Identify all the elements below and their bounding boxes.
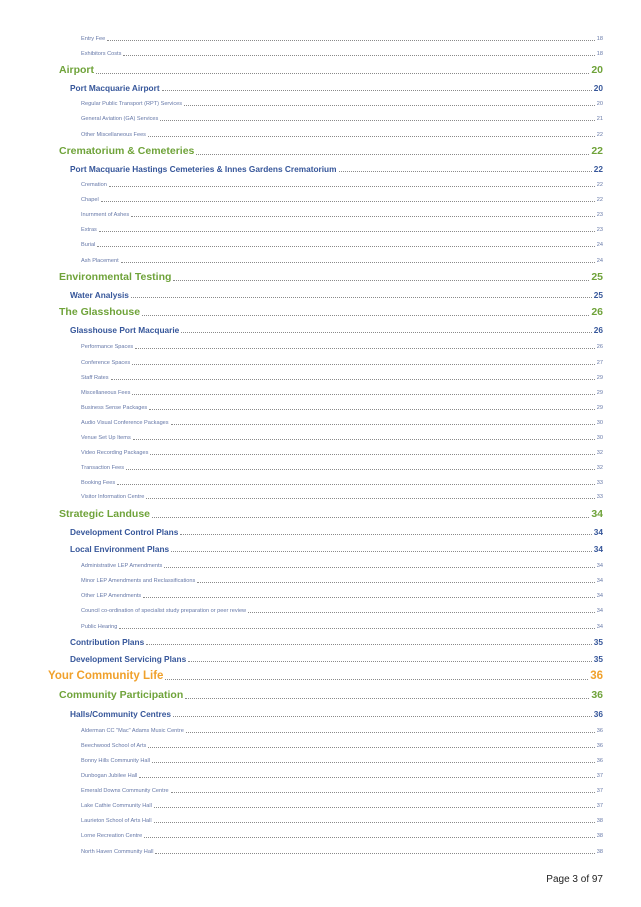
toc-entry-page: 36 (591, 688, 603, 701)
toc-entry-page: 34 (591, 507, 603, 520)
toc-entry-title: Inurnment of Ashes (81, 211, 130, 218)
toc-entry-title: Strategic Landuse (59, 507, 151, 520)
toc-dot-leader (119, 628, 594, 629)
toc-dot-leader (173, 280, 589, 281)
toc-dot-leader (144, 837, 595, 838)
toc-dot-leader (155, 853, 594, 854)
toc-entry-page: 33 (596, 479, 603, 486)
toc-entry[interactable] (81, 197, 603, 203)
toc-entry[interactable] (81, 132, 603, 138)
toc-entry-title: Miscellaneous Fees (81, 389, 131, 396)
toc-entry-title: Your Community Life (48, 669, 164, 682)
toc-entry[interactable] (81, 494, 603, 500)
toc-entry-title: Business Sense Packages (81, 404, 148, 411)
toc-dot-leader (148, 747, 594, 748)
toc-dot-leader (152, 762, 595, 763)
toc-dot-leader (181, 332, 591, 333)
toc-entry-title: General Aviation (GA) Services (81, 115, 159, 122)
toc-entry-title: Port Macquarie Hastings Cemeteries & Innes Gardens Crematorium (70, 164, 337, 175)
toc-entry-title: Lorne Recreation Centre (81, 832, 143, 839)
toc-dot-leader (121, 262, 595, 263)
toc-dot-leader (133, 439, 595, 440)
toc-dot-leader (111, 379, 595, 380)
toc-entry-page: 34 (596, 577, 603, 584)
toc-entry-title: Performance Spaces (81, 343, 134, 350)
toc-entry-page: 26 (591, 305, 603, 318)
toc-entry-page: 30 (596, 419, 603, 426)
toc-dot-leader (117, 484, 595, 485)
toc-entry[interactable] (81, 212, 603, 218)
toc-entry[interactable] (59, 306, 603, 318)
toc-entry-title: Local Environment Plans (70, 544, 170, 555)
toc-entry[interactable] (70, 544, 603, 554)
toc-dot-leader (146, 644, 592, 645)
toc-entry-page: 29 (596, 374, 603, 381)
toc-entry-page: 22 (591, 144, 603, 157)
toc-entry[interactable] (81, 578, 603, 584)
toc-dot-leader (164, 567, 594, 568)
toc-entry[interactable] (81, 242, 603, 248)
toc-dot-leader (150, 454, 594, 455)
toc-dot-leader (107, 40, 595, 41)
toc-entry[interactable] (81, 480, 603, 486)
toc-entry[interactable] (59, 271, 603, 283)
toc-entry-page: 34 (593, 544, 603, 555)
toc-dot-leader (149, 409, 595, 410)
toc-entry-page: 38 (596, 817, 603, 824)
toc-entry-title: Alderman CC "Mac" Adams Music Centre (81, 727, 184, 734)
toc-entry[interactable] (81, 360, 603, 366)
toc-entry[interactable] (70, 164, 603, 174)
toc-entry-title: Lake Cathie Community Hall (81, 802, 152, 809)
toc-entry-page: 23 (596, 211, 603, 218)
toc-entry-title: Audio Visual Conference Packages (81, 419, 169, 426)
toc-dot-leader (185, 698, 589, 699)
toc-entry-page: 37 (596, 772, 603, 779)
toc-entry-title: Staff Rates (81, 374, 109, 381)
toc-entry-title: Emerald Downs Community Centre (81, 787, 169, 794)
toc-dot-leader (165, 679, 588, 680)
toc-entry-title: Community Participation (59, 688, 184, 701)
toc-entry-title: Laurieton School of Arts Hall (81, 817, 152, 824)
toc-dot-leader (162, 90, 592, 91)
toc-entry-page: 34 (596, 607, 603, 614)
toc-entry-page: 36 (596, 727, 603, 734)
toc-entry[interactable] (48, 670, 603, 682)
toc-dot-leader (132, 364, 595, 365)
toc-entry-title: Administrative LEP Amendments (81, 562, 163, 569)
toc-dot-leader (123, 55, 594, 56)
toc-entry-page: 20 (596, 100, 603, 107)
toc-entry[interactable] (81, 182, 603, 188)
toc-dot-leader (154, 807, 595, 808)
toc-entry-title: Water Analysis (70, 290, 129, 301)
toc-entry[interactable] (81, 563, 603, 569)
toc-dot-leader (173, 716, 592, 717)
toc-entry-page: 32 (596, 449, 603, 456)
toc-entry-title: Bonny Hills Community Hall (81, 757, 151, 764)
toc-entry-title: Crematorium & Cemeteries (59, 144, 195, 157)
toc-entry[interactable] (81, 465, 603, 471)
toc-dot-leader (152, 517, 589, 518)
toc-entry-title: Regular Public Transport (RPT) Services (81, 100, 183, 107)
toc-entry-page: 36 (590, 669, 603, 682)
toc-entry-title: Glasshouse Port Macquarie (70, 325, 180, 336)
toc-dot-leader (184, 105, 595, 106)
toc-entry-title: Minor LEP Amendments and Reclassifications (81, 577, 196, 584)
toc-entry[interactable] (81, 849, 603, 855)
toc-dot-leader (188, 661, 592, 662)
toc-entry[interactable] (81, 36, 603, 42)
toc-dot-leader (139, 777, 594, 778)
toc-entry-title: Halls/Community Centres (70, 709, 171, 720)
toc-entry-title: Environmental Testing (59, 270, 172, 283)
toc-entry-page: 35 (593, 654, 603, 665)
toc-entry[interactable] (81, 227, 603, 233)
toc-dot-leader (146, 498, 594, 499)
toc-entry[interactable] (70, 290, 603, 300)
toc-entry-title: Airport (59, 63, 94, 76)
toc-entry[interactable] (81, 344, 603, 350)
toc-entry-page: 21 (596, 115, 603, 122)
toc-dot-leader (109, 186, 595, 187)
toc-entry-page: 24 (596, 257, 603, 264)
toc-entry-page: 32 (596, 464, 603, 471)
toc-entry[interactable] (81, 773, 603, 779)
toc-entry-page: 20 (593, 83, 603, 94)
toc-dot-leader (248, 612, 595, 613)
toc-entry-title: Port Macquarie Airport (70, 83, 160, 94)
toc-entry-title: The Glasshouse (59, 305, 141, 318)
toc-entry-page: 30 (596, 434, 603, 441)
toc-entry-title: Transaction Fees (81, 464, 125, 471)
toc-dot-leader (171, 424, 595, 425)
toc-entry[interactable] (81, 405, 603, 411)
toc-dot-leader (126, 469, 595, 470)
toc-entry[interactable] (81, 833, 603, 839)
toc-dot-leader (131, 216, 595, 217)
toc-dot-leader (99, 231, 595, 232)
toc-entry[interactable] (81, 608, 603, 614)
toc-entry-page: 29 (596, 404, 603, 411)
toc-entry-page: 33 (596, 493, 603, 500)
toc-entry[interactable] (81, 758, 603, 764)
toc-entry[interactable] (59, 64, 603, 76)
toc-dot-leader (143, 597, 595, 598)
toc-entry-page: 29 (596, 389, 603, 396)
toc-entry-page: 34 (593, 527, 603, 538)
toc-entry-title: Ash Placement (81, 257, 119, 264)
toc-entry-page: 22 (596, 196, 603, 203)
toc-entry-page: 34 (596, 623, 603, 630)
toc-entry-page: 22 (596, 131, 603, 138)
toc-dot-leader (142, 315, 589, 316)
toc-entry-title: Exhibitors Costs (81, 50, 122, 57)
toc-entry-title: Venue Set Up Items (81, 434, 131, 441)
toc-dot-leader (180, 534, 591, 535)
toc-entry-title: Other Miscellaneous Fees (81, 131, 146, 138)
toc-entry[interactable] (81, 116, 603, 122)
toc-entry[interactable] (70, 654, 603, 664)
toc-entry-title: Visitor Information Centre (81, 493, 145, 500)
toc-entry[interactable] (81, 450, 603, 456)
toc-entry[interactable] (81, 51, 603, 57)
toc-dot-leader (96, 73, 589, 74)
toc-dot-leader (132, 394, 594, 395)
toc-entry-title: Public Hearing (81, 623, 118, 630)
toc-dot-leader (97, 246, 594, 247)
toc-entry[interactable] (81, 788, 603, 794)
toc-entry-page: 24 (596, 241, 603, 248)
toc-dot-leader (160, 120, 594, 121)
toc-entry-page: 18 (596, 35, 603, 42)
toc-entry[interactable] (81, 420, 603, 426)
toc-entry-page: 38 (596, 848, 603, 855)
toc-entry-page: 36 (593, 709, 603, 720)
toc-entry[interactable] (81, 375, 603, 381)
toc-entry-page: 18 (596, 50, 603, 57)
toc-entry-title: Beechwood School of Arts (81, 742, 147, 749)
toc-entry-page: 34 (596, 562, 603, 569)
toc-entry-title: Dunbogan Jubilee Hall (81, 772, 138, 779)
toc-entry-page: 26 (596, 343, 603, 350)
toc-entry[interactable] (81, 624, 603, 630)
toc-entry-page: 22 (596, 181, 603, 188)
toc-entry[interactable] (59, 689, 603, 701)
toc-entry-title: Extras (81, 226, 97, 233)
page-number: Page 3 of 97 (546, 874, 603, 885)
toc-dot-leader (171, 551, 592, 552)
toc-entry-title: Entry Fee (81, 35, 106, 42)
toc-entry[interactable] (81, 435, 603, 441)
toc-entry-title: Video Recording Packages (81, 449, 149, 456)
toc-entry-title: Cremation (81, 181, 107, 188)
toc-entry[interactable] (81, 390, 603, 396)
toc-entry[interactable] (81, 743, 603, 749)
toc-entry-page: 37 (596, 802, 603, 809)
toc-entry[interactable] (81, 728, 603, 734)
toc-entry-page: 25 (591, 270, 603, 283)
toc-entry[interactable] (81, 101, 603, 107)
toc-dot-leader (101, 201, 595, 202)
toc-entry[interactable] (59, 508, 603, 520)
toc-dot-leader (135, 348, 595, 349)
toc-entry[interactable] (70, 637, 603, 647)
toc-entry-title: Burial (81, 241, 96, 248)
toc-entry[interactable] (59, 145, 603, 157)
toc-entry-title: North Haven Community Hall (81, 848, 154, 855)
toc-dot-leader (131, 297, 592, 298)
toc-entry[interactable] (70, 527, 603, 537)
toc-entry-page: 27 (596, 359, 603, 366)
toc-entry-page: 36 (596, 757, 603, 764)
toc-entry-title: Chapel (81, 196, 99, 203)
toc-entry-page: 37 (596, 787, 603, 794)
toc-entry-page: 26 (593, 325, 603, 336)
toc-dot-leader (197, 582, 594, 583)
toc-entry-title: Other LEP Amendments (81, 592, 142, 599)
toc-entry[interactable] (81, 593, 603, 599)
toc-entry[interactable] (70, 325, 603, 335)
toc-entry[interactable] (81, 258, 603, 264)
toc-dot-leader (148, 136, 595, 137)
toc-entry-title: Contribution Plans (70, 637, 145, 648)
toc-entry-page: 20 (591, 63, 603, 76)
toc-dot-leader (171, 792, 595, 793)
toc-entry-page: 36 (596, 742, 603, 749)
toc-dot-leader (339, 171, 592, 172)
toc-entry-title: Booking Fees (81, 479, 116, 486)
toc-entry-page: 22 (593, 164, 603, 175)
toc-entry-title: Conference Spaces (81, 359, 131, 366)
toc-entry[interactable] (81, 803, 603, 809)
toc-entry[interactable] (70, 709, 603, 719)
toc-entry-title: Development Servicing Plans (70, 654, 187, 665)
toc-entry-page: 38 (596, 832, 603, 839)
toc-dot-leader (196, 154, 589, 155)
toc-dot-leader (154, 822, 595, 823)
toc-entry-page: 34 (596, 592, 603, 599)
toc-entry-page: 25 (593, 290, 603, 301)
toc-entry-page: 23 (596, 226, 603, 233)
toc-entry-page: 35 (593, 637, 603, 648)
toc-entry[interactable] (81, 818, 603, 824)
toc-entry-title: Development Control Plans (70, 527, 179, 538)
toc-dot-leader (186, 732, 595, 733)
toc-entry[interactable] (70, 83, 603, 93)
toc-entry-title: Council co-ordination of specialist study preparation or peer review (81, 607, 247, 614)
